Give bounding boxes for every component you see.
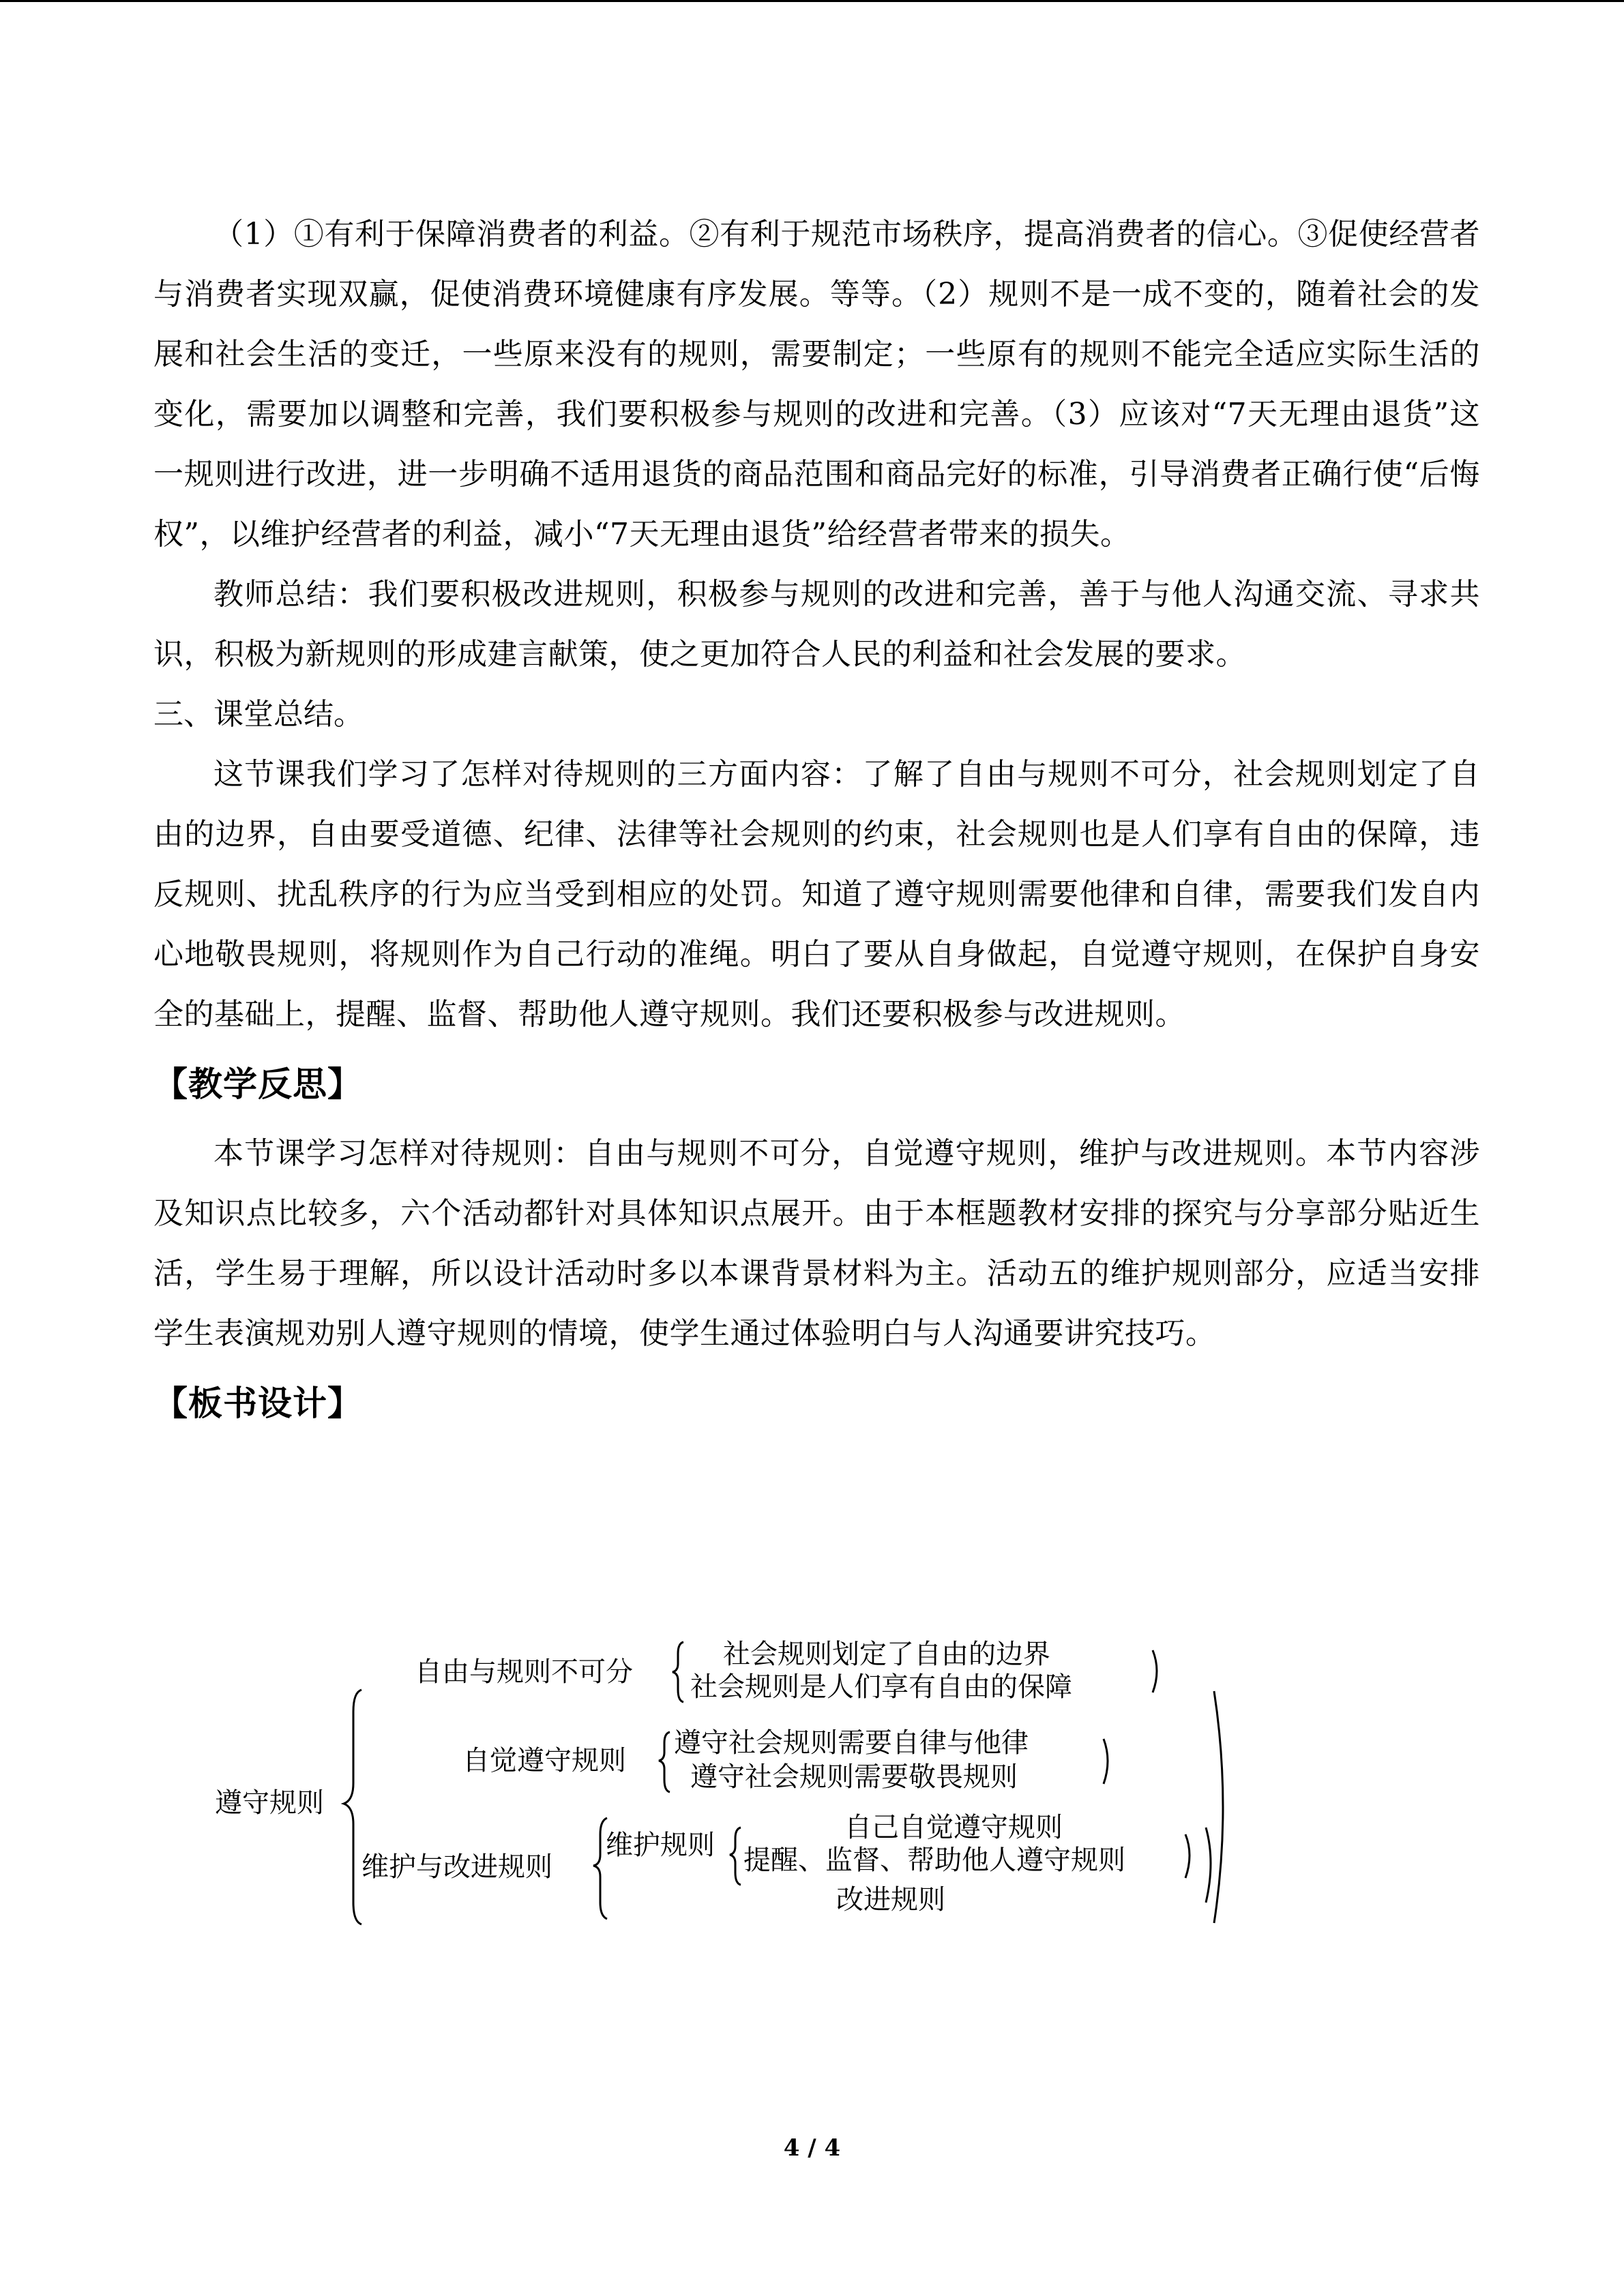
board-root-label: 遵守规则 (215, 1787, 324, 1819)
board-branch1-item: 社会规则划定了自由的边界 (723, 1639, 1050, 1670)
board-branch3-sub-label: 维护规则 (606, 1830, 715, 1861)
reflection-paragraph: 本节课学习怎样对待规则：自由与规则不可分，自觉遵守规则，维护与改进规则。本节内容涉及知识点比较多，六个活动都针对具体知识点展开。由于本框题教材安排的探究与分享部分贴近生活，学生易于理解，所以设计活动时多以本课背景材料为主。活动五的维护规则部分，应适当安排学生表演规劝别人遵守规则的情境，使学生通过体验明白与人沟通要讲究技巧。 (153, 1136, 1480, 1351)
board-branch1-item: 社会规则是人们享有自由的保障 (690, 1671, 1072, 1703)
board-design-diagram (205, 1630, 1241, 1943)
class-summary-paragraph: 这节课我们学习了怎样对待规则的三方面内容：了解了自由与规则不可分，社会规则划定了自由的边界，自由要受道德、纪律、法律等社会规则的约束，社会规则也是人们享有自由的保障，违反规则、扰乱秩序的行为应当受到相应的处罚。知道了遵守规则需要他律和自律，需要我们发自内心地敬畏规则，将规则作为自己行动的准绳。明白了要从自身做起，自觉遵守规则，在保护自身安全的基础上，提醒、监督、帮助他人遵守规则。我们还要积极参与改进规则。 (153, 757, 1480, 1032)
page-number: 4 / 4 (783, 2134, 841, 2162)
answer-paragraph: （1）①有利于保障消费者的利益。②有利于规范市场秩序，提高消费者的信心。③促使经营者与消费者实现双赢，促使消费环境健康有序发展。等等。（2）规则不是一成不变的，随着社会的发展和社会生活的变迁，一些原来没有的规则，需要制定；一些原有的规则不能完全适应实际生活的变化，需要加以调整和完善，我们要积极参与规则的改进和完善。（3）应该对“7天无理由退货”这一规则进行改进，进一步明确不适用退货的商品范围和商品完好的标准，引导消费者正确行使“后悔权”，以维护经营者的利益，减小“7天无理由退货”给经营者带来的损失。 (153, 217, 1480, 552)
reflection-heading: 【教学反思】 (153, 1064, 362, 1104)
main-content (153, 205, 1480, 1443)
board-branch3-last-item: 改进规则 (836, 1884, 945, 1915)
board-branch3-sub-item: 提醒、监督、帮助他人遵守规则 (743, 1845, 1125, 1876)
board-branch3-sub-item: 自己自觉遵守规则 (844, 1812, 1063, 1843)
board-branch2-item: 遵守社会规则需要自律与他律 (674, 1727, 1029, 1759)
board-design-heading: 【板书设计】 (153, 1384, 362, 1423)
board-branch3-label: 维护与改进规则 (361, 1851, 552, 1883)
board-branch2-label: 自觉遵守规则 (462, 1745, 626, 1776)
board-branch1-label: 自由与规则不可分 (415, 1656, 633, 1688)
teacher-summary-paragraph: 教师总结：我们要积极改进规则，积极参与规则的改进和完善，善于与他人沟通交流、寻求共识，积极为新规则的形成建言献策，使之更加符合人民的利益和社会发展的要求。 (153, 577, 1480, 672)
top-border-line (0, 0, 1624, 2)
board-branch2-item: 遵守社会规则需要敬畏规则 (690, 1761, 1018, 1793)
section-three-title: 三、课堂总结。 (153, 697, 364, 732)
